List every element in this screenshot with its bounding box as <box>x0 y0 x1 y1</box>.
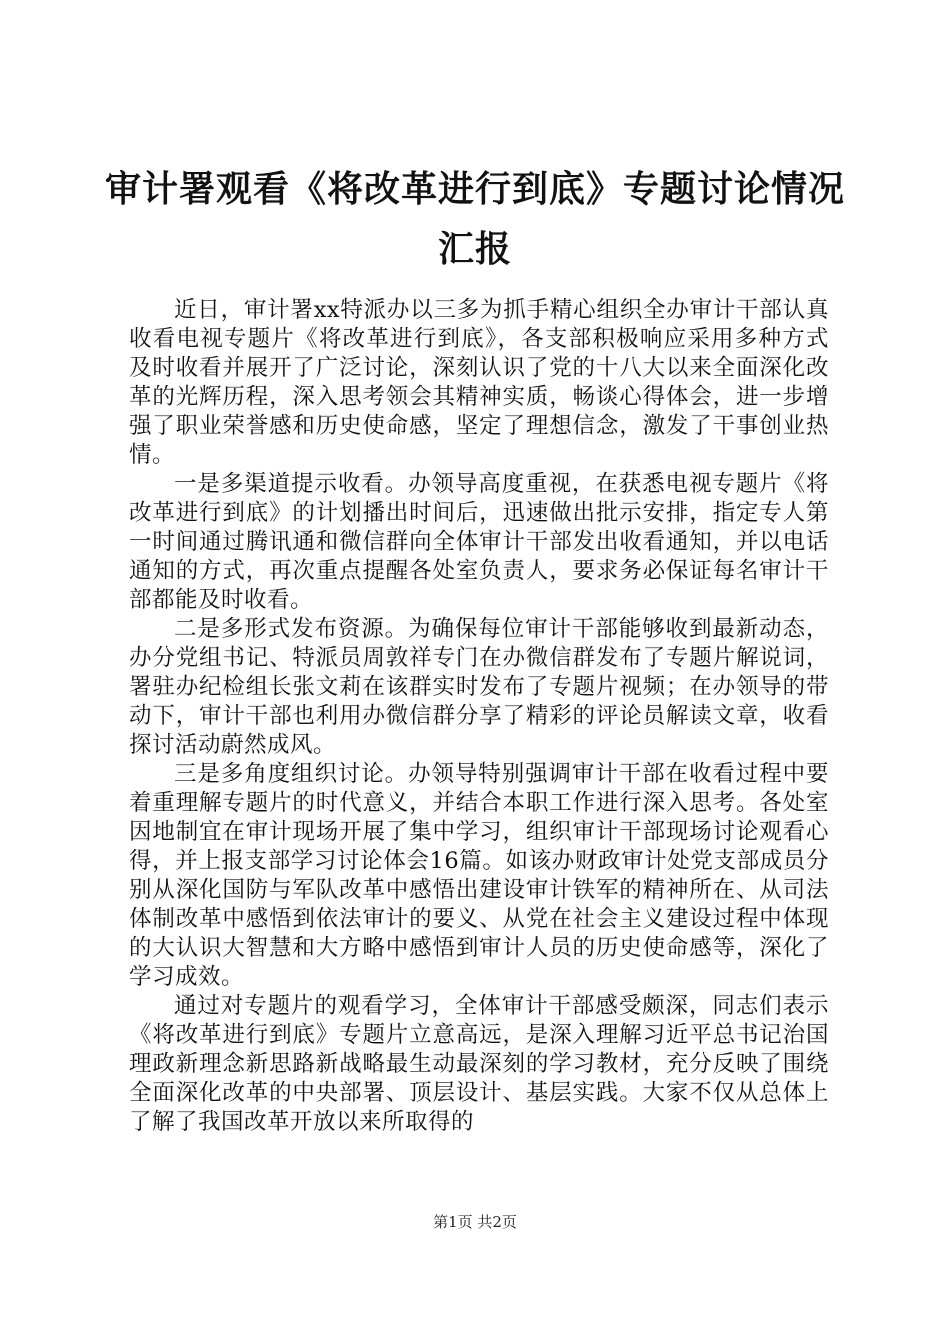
document-title: 审计署观看《将改革进行到底》专题讨论情况汇报 <box>104 169 845 270</box>
paragraph-point-one: 一是多渠道提示收看。办领导高度重视，在获悉电视专题片《将改革进行到底》的计划播出时间后，迅速做出批示安排，指定专人第一时间通过腾讯通和微信群向全体审计干部发出收看通知，并以电话通知的方式，再次重点提醒各处室负责人，要求务必保证每名审计干部都能及时收看。 <box>129 471 829 613</box>
paragraph-point-two: 二是多形式发布资源。为确保每位审计干部能够收到最新动态，办分党组书记、特派员周敦祥专门在办微信群发布了专题片解说词，署驻办纪检组长张文莉在该群实时发布了专题片视频；在办领导的带动下，审计干部也利用办微信群分享了精彩的评论员解读文章，收看探讨活动蔚然成风。 <box>129 616 829 758</box>
document-body <box>129 296 829 1196</box>
paragraph-point-three: 三是多角度组织讨论。办领导特别强调审计干部在收看过程中要着重理解专题片的时代意义，并结合本职工作进行深入思考。各处室因地制宜在审计现场开展了集中学习，组织审计干部现场讨论观看心得，并上报支部学习讨论体会16篇。如该办财政审计处党支部成员分别从深化国防与军队改革中感悟出建设审计铁军的精神所在、从司法体制改革中感悟到依法审计的要义、从党在社会主义建设过程中体现的大认识大智慧和大方略中感悟到审计人员的历史使命感等，深化了学习成效。 <box>129 761 829 990</box>
page-number-footer: 第1页 共2页 <box>433 1213 517 1231</box>
paragraph-intro: 近日，审计署xx特派办以三多为抓手精心组织全办审计干部认真收看电视专题片《将改革进行到底》，各支部积极响应采用多种方式及时收看并展开了广泛讨论，深刻认识了党的十八大以来全面深化改革的光辉历程，深入思考领会其精神实质，畅谈心得体会，进一步增强了职业荣誉感和历史使命感，坚定了理想信念，激发了干事创业热情。 <box>129 297 829 468</box>
paragraph-conclusion: 通过对专题片的观看学习，全体审计干部感受颇深，同志们表示《将改革进行到底》专题片立意高远，是深入理解习近平总书记治国理政新理念新思路新战略最生动最深刻的学习教材，充分反映了围绕全面深化改革的中央部署、顶层设计、基层实践。大家不仅从总体上了解了我国改革开放以来所取得的 <box>129 993 829 1135</box>
